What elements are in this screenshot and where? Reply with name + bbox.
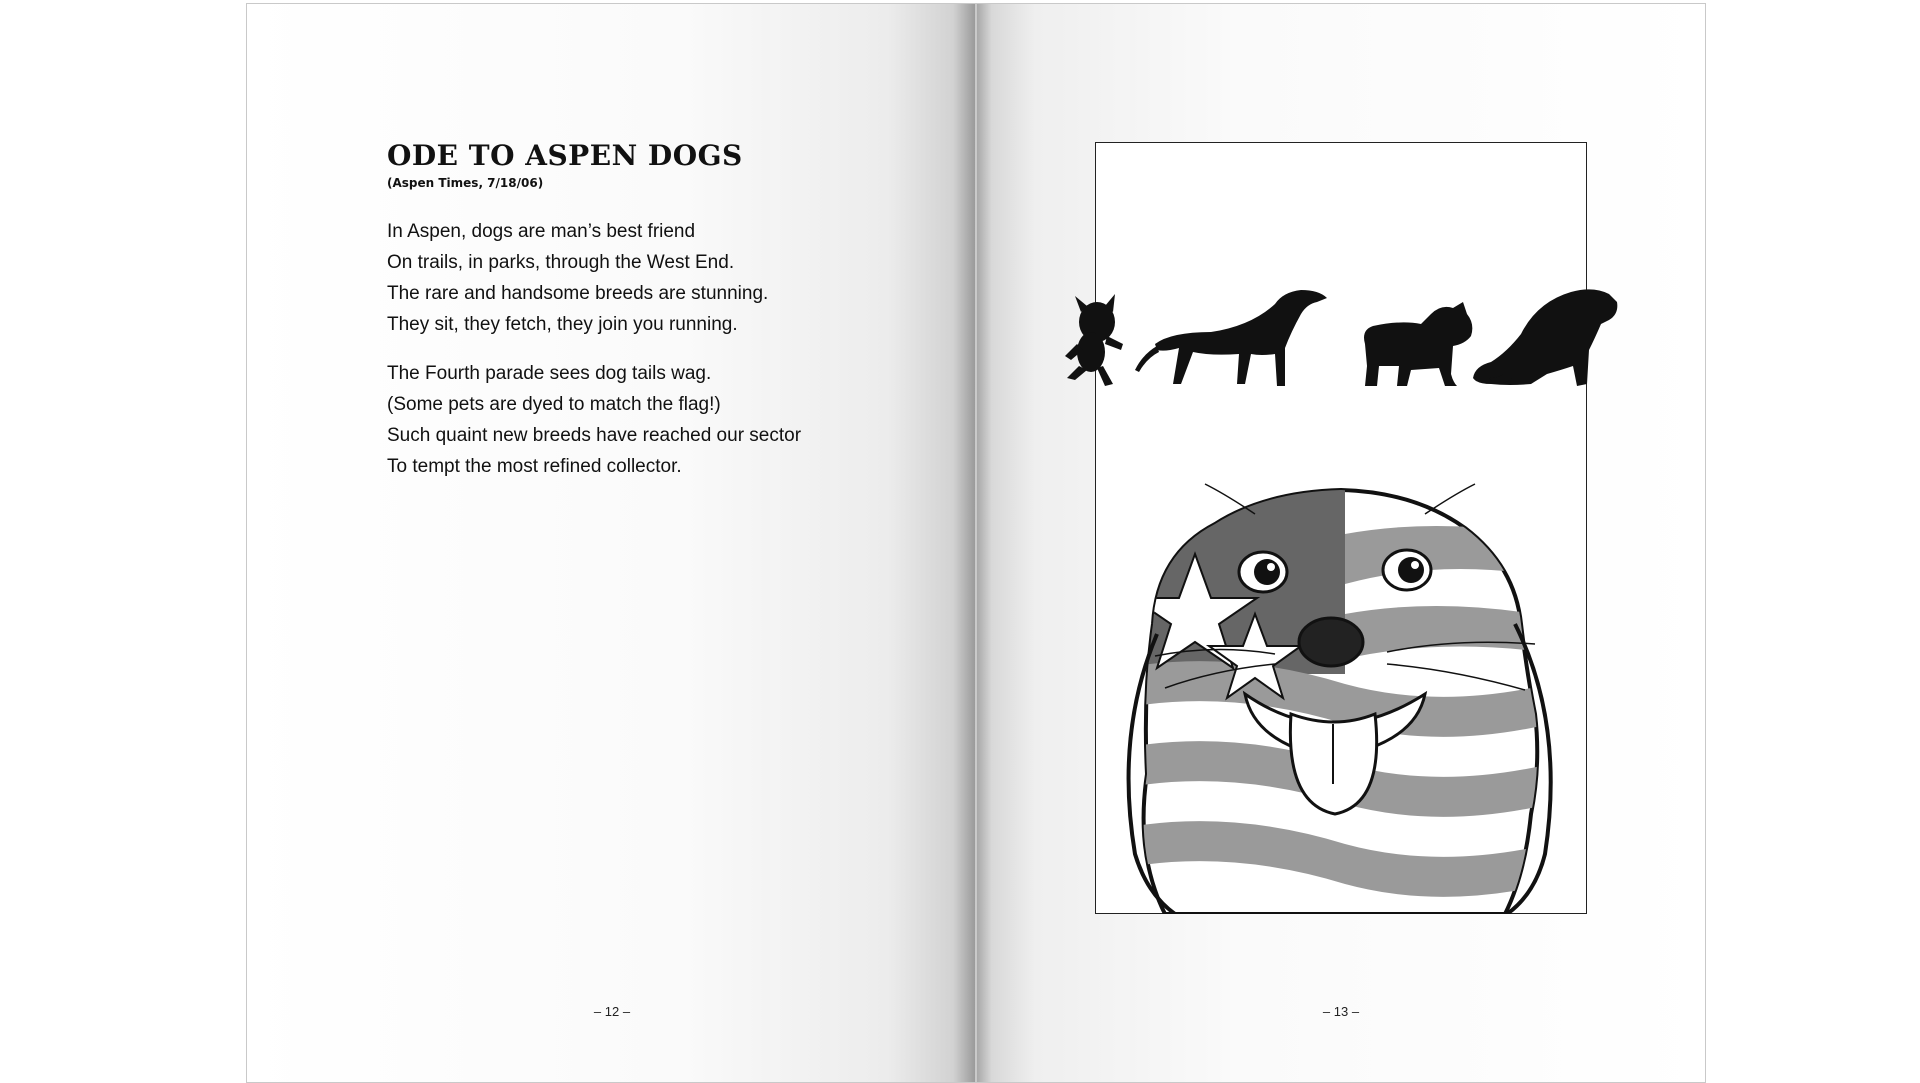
flag-patterned-dog-icon xyxy=(1095,474,1587,914)
poem-line: To tempt the most refined collector. xyxy=(387,456,682,477)
bulldog-silhouette-icon xyxy=(1364,302,1472,386)
long-haired-dog-silhouette-icon xyxy=(1473,289,1617,386)
right-page xyxy=(976,3,1706,1083)
small-dog-silhouette-icon xyxy=(1065,294,1123,386)
poem-line: On trails, in parks, through the West End. xyxy=(387,252,735,273)
poem-title: ODE TO ASPEN DOGS xyxy=(387,139,743,172)
page-number-left: – 12 – xyxy=(593,1004,631,1019)
poem-source: (Aspen Times, 7/18/06) xyxy=(387,176,544,190)
poem-line: They sit, they fetch, they join you running. xyxy=(387,314,738,335)
poem-line: (Some pets are dyed to match the flag!) xyxy=(387,394,721,415)
left-page xyxy=(246,3,976,1083)
poem-line: The rare and handsome breeds are stunning. xyxy=(387,283,769,304)
poem-line: Such quaint new breeds have reached our sector xyxy=(387,425,802,446)
dog-portrait-illustration xyxy=(1095,474,1587,914)
stanza-1 xyxy=(387,216,768,340)
poem-line: In Aspen, dogs are man’s best friend xyxy=(387,221,696,242)
page-number-right: – 13 – xyxy=(1322,1004,1360,1019)
greyhound-silhouette-icon xyxy=(1135,290,1327,386)
open-book xyxy=(246,3,1706,1083)
stanza-2 xyxy=(387,358,801,482)
poem-line: The Fourth parade sees dog tails wag. xyxy=(387,363,712,384)
dog-silhouettes xyxy=(1061,274,1621,414)
